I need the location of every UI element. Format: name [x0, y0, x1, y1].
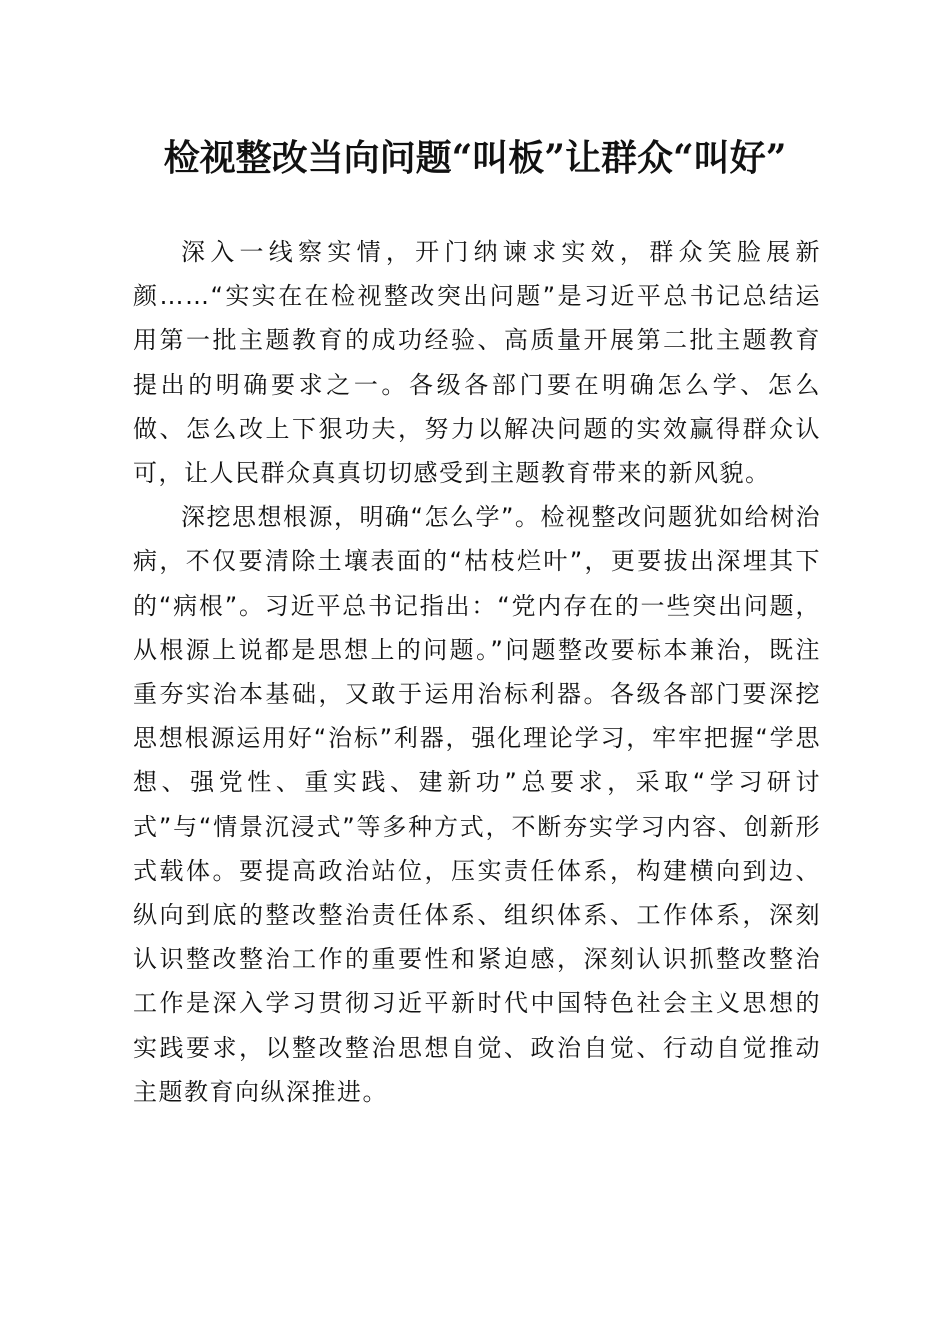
document-title: 检视整改当向问题“叫板”让群众“叫好” — [163, 137, 787, 179]
paragraph-how-to-learn: 深挖思想根源，明确“怎么学”。检视整改问题犹如给树治病，不仅要清除土壤表面的“枯枝烂叶”，更要拔出深埋其下的“病根”。习近平总书记指出：“党内存在的一些突出问题，从根源上说都是思想上的问题。”问题整改要标本兼治，既注重夯实治本基础，又敢于运用治标利器。各级各部门要深挖思想根源运用好“治标”利器，强化理论学习，牢牢把握“学思想、强党性、重实践、建新功”总要求，采取“学习研讨式”与“情景沉浸式”等多种方式，不断夯实学习内容、创新形式载体。要提高政治站位，压实责任体系，构建横向到边、纵向到底的整改整治责任体系、组织体系、工作体系，深刻认识整改整治工作的重要性和紧迫感，深刻认识抓整改整治工作是深入学习贯彻习近平新时代中国特色社会主义思想的实践要求，以整改整治思想自觉、政治自觉、行动自觉推动主题教育向纵深推进。 — [133, 503, 821, 1106]
paragraph-intro: 深入一线察实情，开门纳谏求实效，群众笑脸展新颜……“实实在在检视整改突出问题”是习近平总书记总结运用第一批主题教育的成功经验、高质量开展第二批主题教育提出的明确要求之一。各级各部门要在明确怎么学、怎么做、怎么改上下狠功夫，努力以解决问题的实效赢得群众认可，让人民群众真真切切感受到主题教育带来的新风貌。 — [133, 238, 821, 488]
document-body — [133, 230, 821, 1114]
